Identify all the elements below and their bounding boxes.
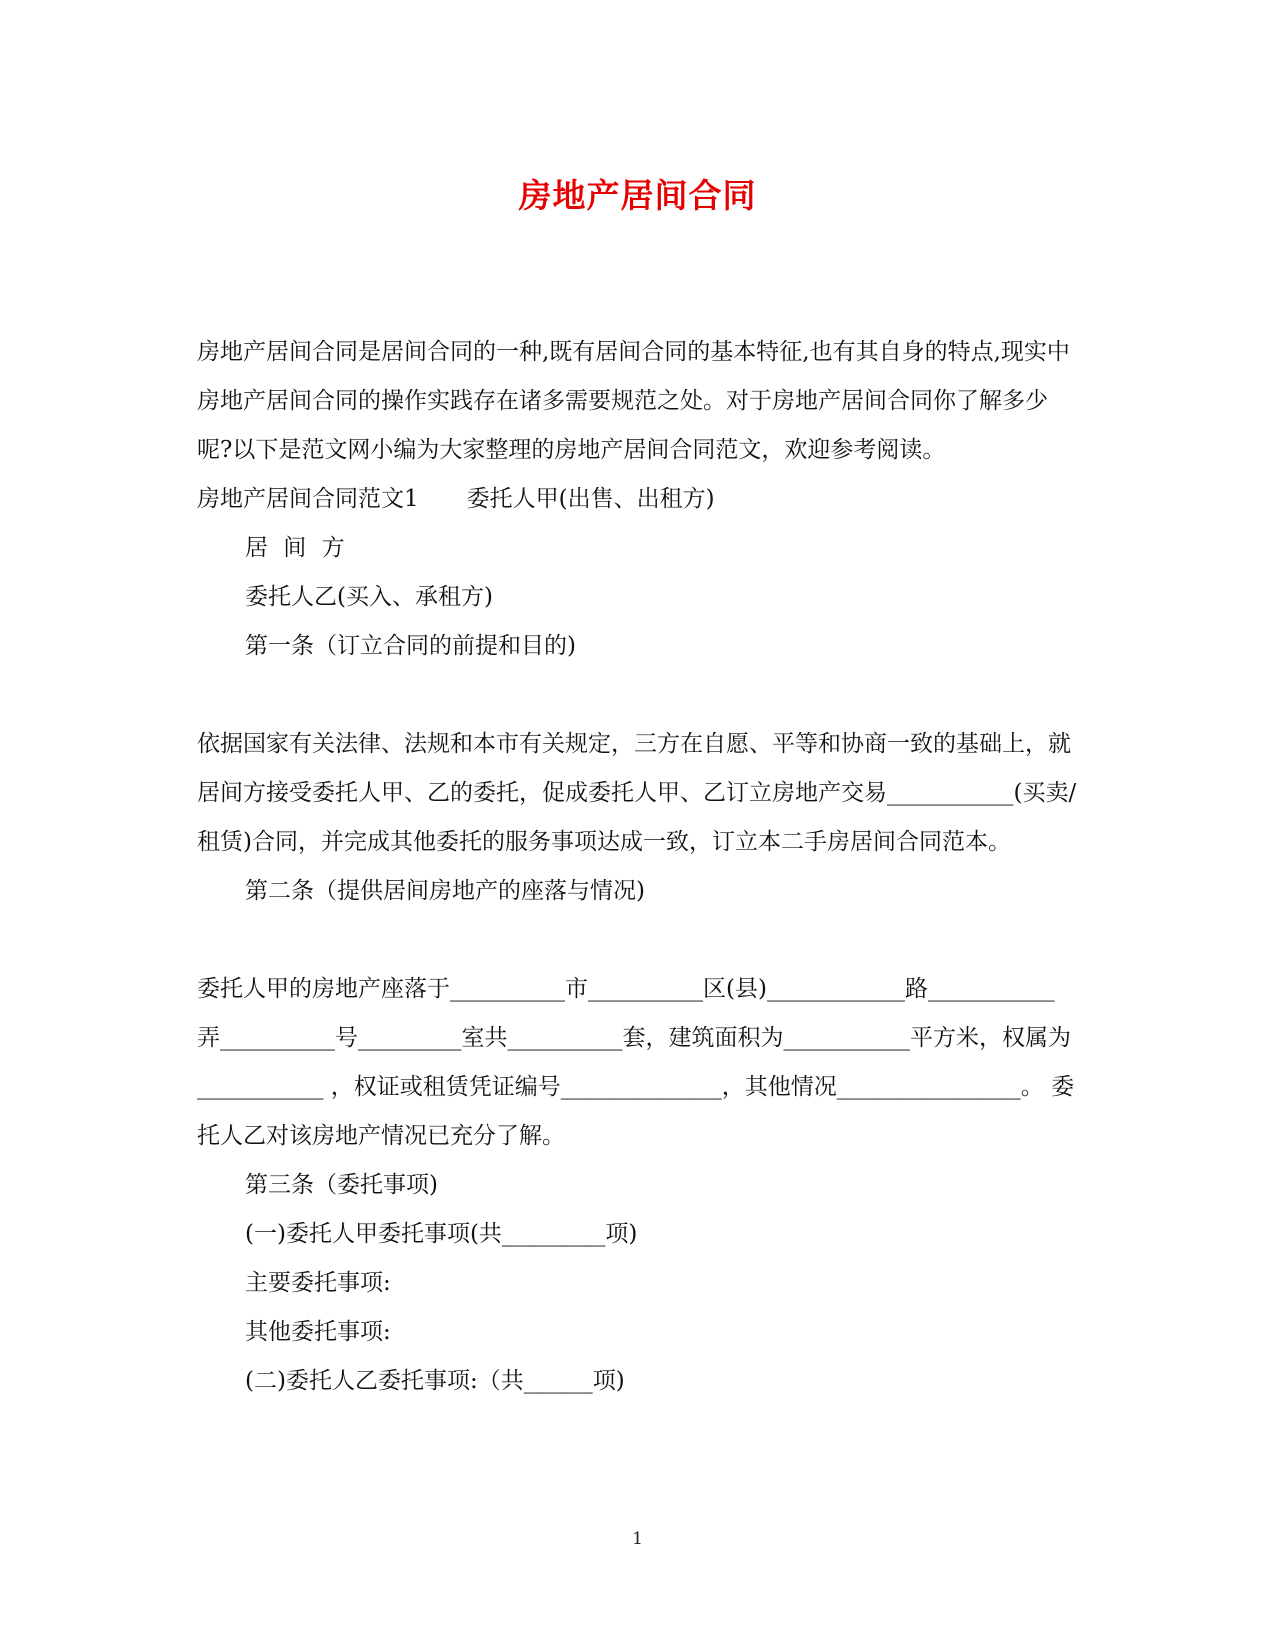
party-a-label: 委托人甲(出售、出租方) (466, 486, 715, 512)
spacer (197, 671, 1077, 720)
page-number: 1 (632, 1529, 643, 1549)
other-items-label: 其他委托事项: (245, 1319, 391, 1345)
article1-body: 依据国家有关法律、法规和本市有关规定，三方在自愿、平等和协商一致的基础上，就居间方接受委托人甲、乙的委托，促成委托人甲、乙订立房地产交易___________(买卖/租赁)合同，并完成其他委托的服务事项达成一致，订立本二手房居间合同范本。 (197, 731, 1077, 855)
document-body (197, 328, 1077, 1406)
main-items-label: 主要委托事项: (245, 1270, 391, 1296)
article2-title: 第二条（提供居间房地产的座落与情况) (245, 878, 645, 904)
spacer (197, 916, 1077, 965)
party-b-label: 委托人乙(买入、承租方) (245, 584, 493, 610)
sample-heading-line (197, 475, 1077, 524)
article3-title: 第三条（委托事项) (245, 1172, 438, 1198)
sample-heading: 房地产居间合同范文1 (197, 486, 419, 512)
intermediary-label: 居 间 方 (245, 535, 349, 561)
item1: (一)委托人甲委托事项(共_________项) (245, 1221, 638, 1247)
intro-paragraph: 房地产居间合同是居间合同的一种,既有居间合同的基本特征,也有其自身的特点,现实中房地产居间合同的操作实践存在诸多需要规范之处。对于房地产居间合同你了解多少呢?以下是范文网小编为大家整理的房地产居间合同范文，欢迎参考阅读。 (197, 339, 1070, 463)
article2-body: 委托人甲的房地产座落于__________市__________区(县)____________路___________弄__________号_________室共__________套，建筑面积为___________平方米，权属为___________ ，权证或租赁凭证编号______________，其他情况________________。 委托人乙对该房地产情况已充分了解。 (197, 976, 1075, 1149)
document-title: 房地产居间合同 (518, 176, 757, 215)
item2: (二)委托人乙委托事项:（共______项) (245, 1368, 625, 1394)
article1-title: 第一条（订立合同的前提和目的) (245, 633, 576, 659)
